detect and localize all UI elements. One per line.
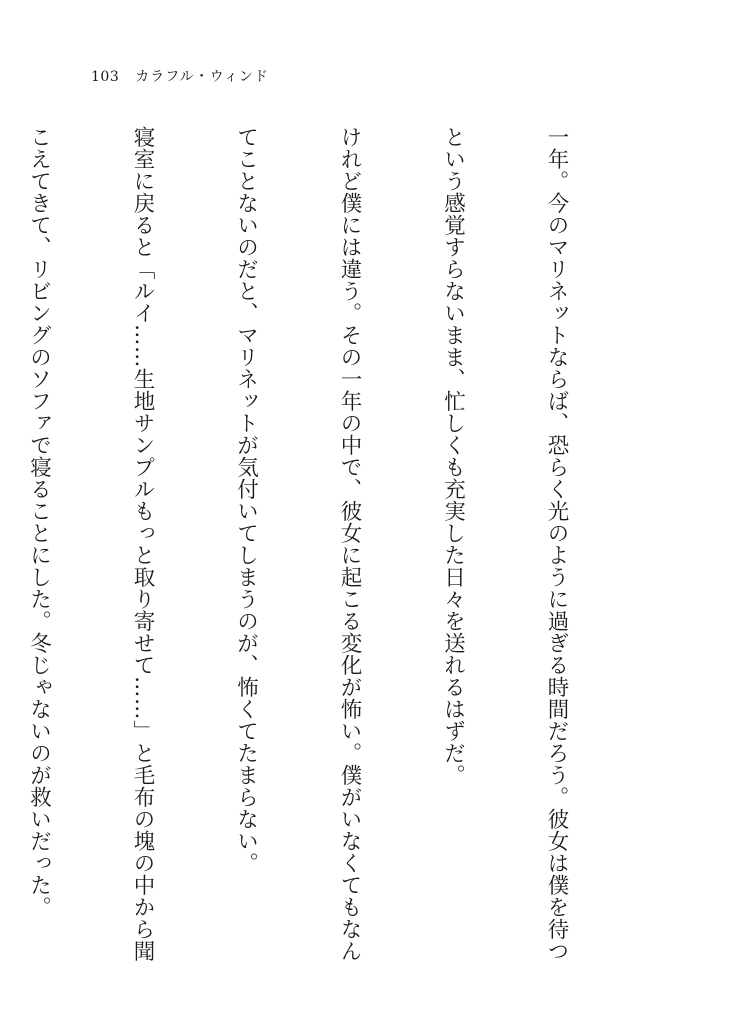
text-line: てことないのだと、マリネットが気付いてしまうのが、怖くてたまらない。 (233, 126, 259, 874)
book-title: カラフル・ウィンド (135, 69, 269, 85)
text-line: という感覚すらないまま、忙しくも充実した日々を送れるはずだ。 (440, 126, 466, 786)
running-header (91, 66, 269, 88)
text-line: 一年。今のマリネットならば、恐らく光のように過ぎる時間だろう。彼女は僕を待つ (544, 126, 569, 962)
page-number: 103 (91, 69, 120, 85)
text-line: こえてきて、リビングのソファで寝ることにした。冬じゃないのが救いだった。 (26, 126, 52, 918)
text-line: 寝室に戻ると「ルイ……生地サンプルもっと取り寄せて……」と毛布の塊の中から聞 (130, 126, 155, 962)
text-line: けれど僕には違う。その一年の中で、彼女に起こる変化が怖い。僕がいなくてもなん (337, 126, 362, 962)
vertical-body-text (26, 126, 642, 976)
